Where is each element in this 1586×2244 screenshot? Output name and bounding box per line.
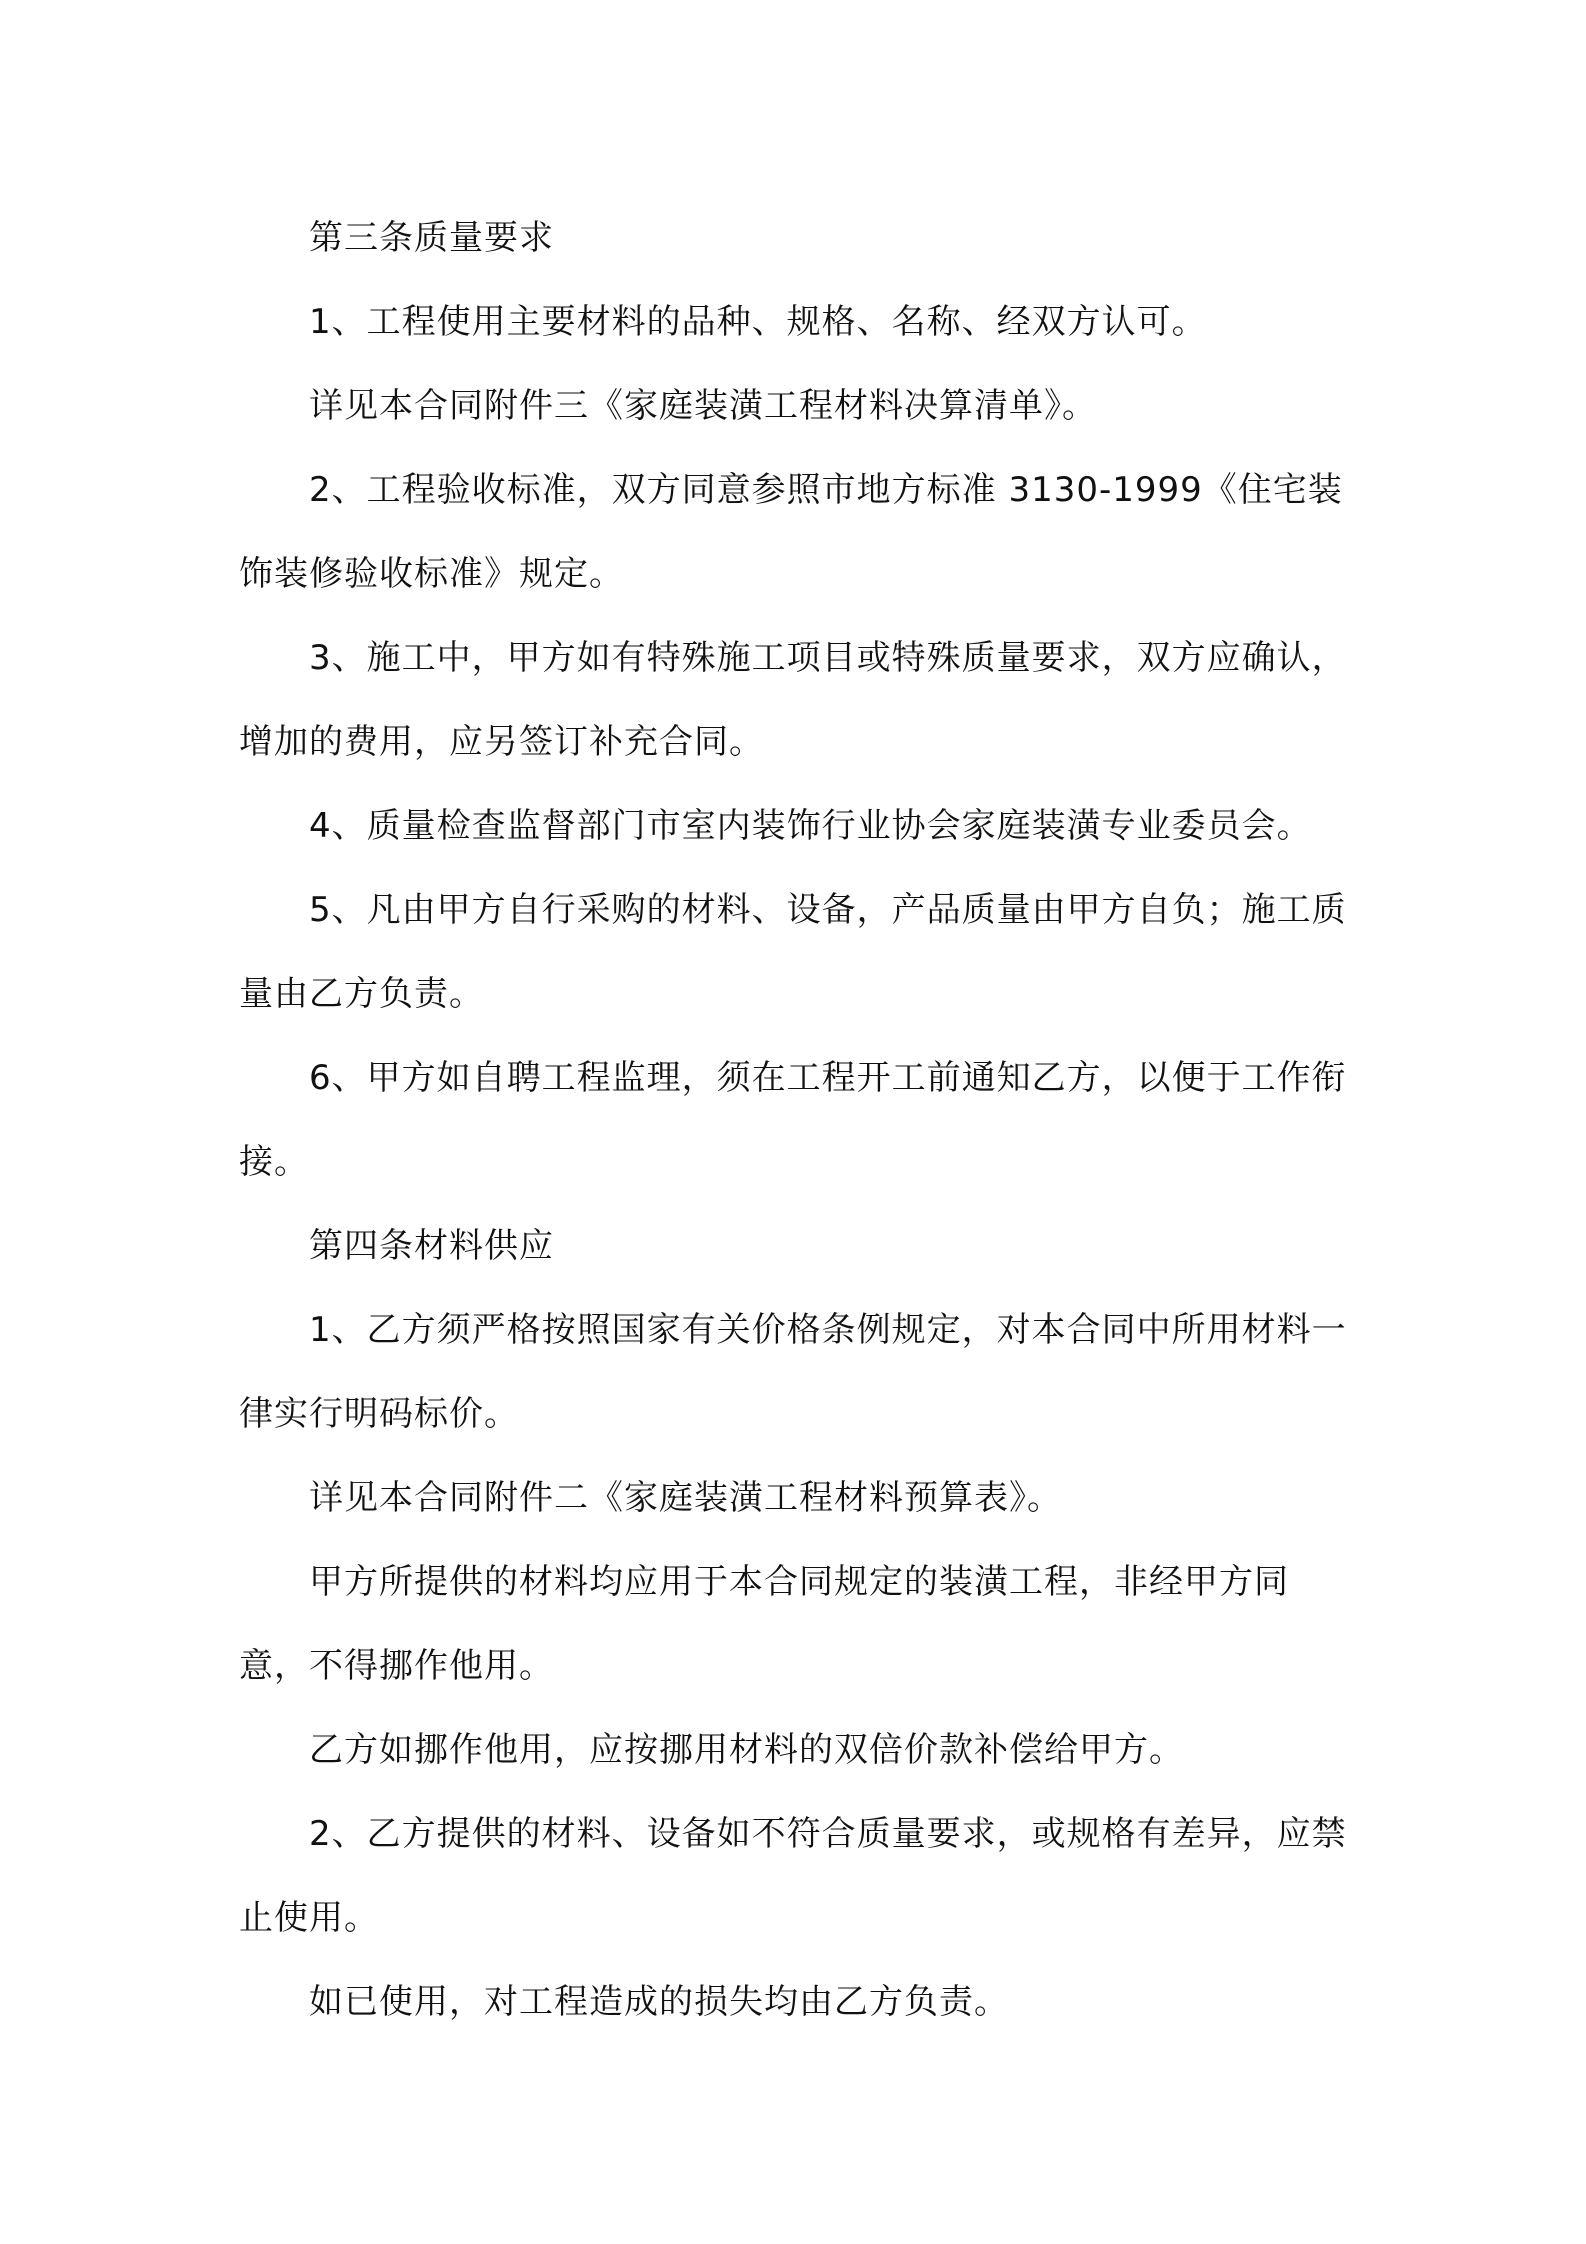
- paragraph: 乙方如挪作他用，应按挪用材料的双倍价款补偿给甲方。: [309, 1730, 1184, 1770]
- paragraph: 1、乙方须严格按照国家有关价格条例规定，对本合同中所用材料一律实行明码标价。: [239, 1310, 1347, 1434]
- paragraph: 2、乙方提供的材料、设备如不符合质量要求，或规格有差异，应禁止使用。: [239, 1814, 1347, 1938]
- section-heading-article-4: 第四条材料供应: [309, 1226, 554, 1266]
- paragraph: 1、工程使用主要材料的品种、规格、名称、经双方认可。: [309, 302, 1207, 342]
- paragraph: 详见本合同附件三《家庭装潢工程材料决算清单》。: [309, 386, 1097, 426]
- paragraph: 5、凡由甲方自行采购的材料、设备，产品质量由甲方自负；施工质量由乙方负责。: [239, 890, 1347, 1014]
- document-body: [239, 196, 1354, 2044]
- section-heading-article-3: 第三条质量要求: [309, 218, 554, 258]
- paragraph: 4、质量检查监督部门市室内装饰行业协会家庭装潢专业委员会。: [309, 806, 1312, 846]
- paragraph: 6、甲方如自聘工程监理，须在工程开工前通知乙方，以便于工作衔接。: [239, 1058, 1347, 1182]
- paragraph: 如已使用，对工程造成的损失均由乙方负责。: [309, 1982, 1009, 2022]
- paragraph: 详见本合同附件二《家庭装潢工程材料预算表》。: [309, 1478, 1062, 1518]
- paragraph: 甲方所提供的材料均应用于本合同规定的装潢工程，非经甲方同意，不得挪作他用。: [239, 1562, 1289, 1686]
- paragraph: 3、施工中，甲方如有特殊施工项目或特殊质量要求，双方应确认，增加的费用，应另签订补充合同。: [239, 638, 1347, 762]
- paragraph: 2、工程验收标准，双方同意参照市地方标准 3130-1999《住宅装饰装修验收标准》规定。: [239, 470, 1343, 594]
